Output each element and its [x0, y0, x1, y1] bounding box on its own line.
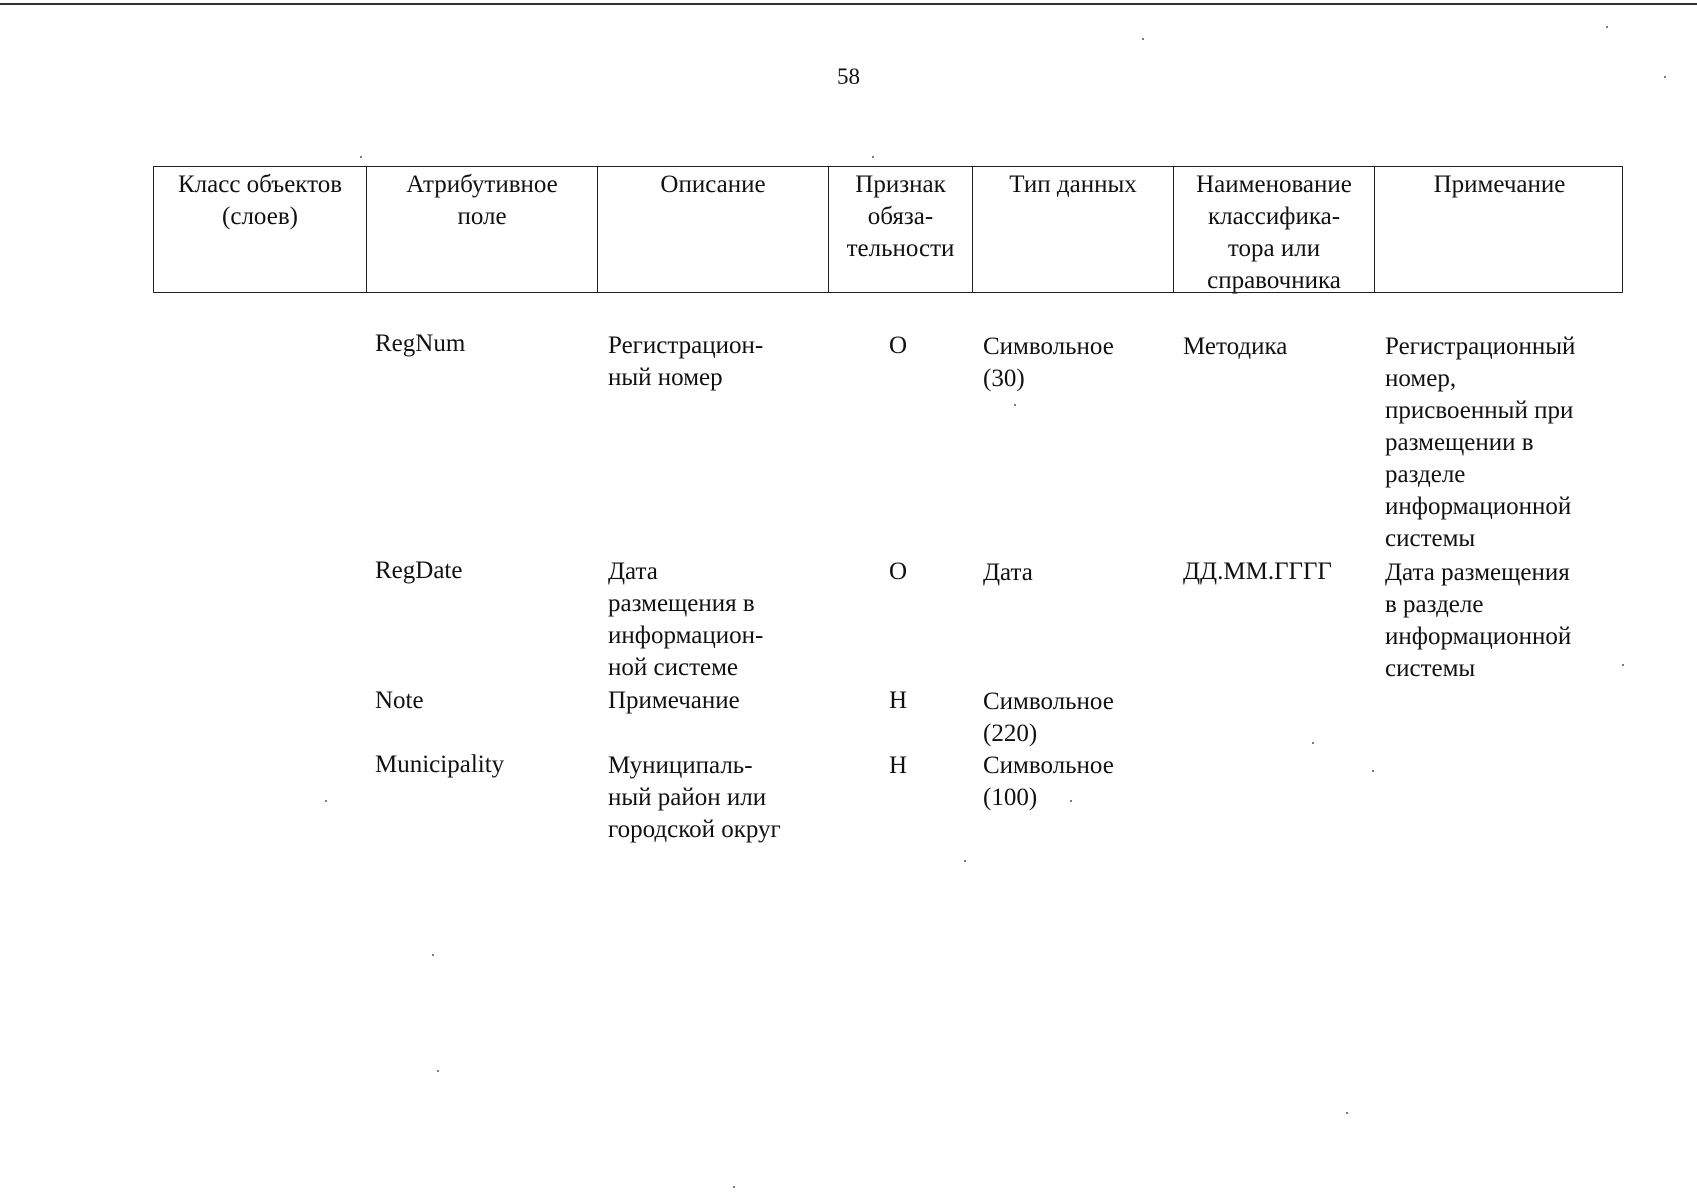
header-text: тора или	[1227, 235, 1321, 262]
header-text: классифика-	[1207, 203, 1341, 230]
header-col-classifier	[1174, 167, 1375, 292]
scan-speck	[1312, 742, 1314, 744]
scan-speck	[1622, 664, 1624, 666]
type-line: Символьное	[983, 688, 1114, 715]
scan-speck	[360, 156, 362, 158]
scan-speck	[1372, 770, 1374, 772]
header-text: Описание	[660, 171, 766, 198]
description-line: ной системе	[608, 654, 739, 681]
header-text: Признак	[855, 171, 946, 198]
row-regdate-type	[983, 557, 1033, 589]
top-border-line	[0, 3, 1697, 5]
type-line: (100)	[983, 784, 1038, 811]
description-line: ный номер	[608, 364, 723, 391]
header-col-description	[598, 167, 829, 292]
header-col-type	[973, 167, 1174, 292]
note-line: информационной	[1385, 623, 1572, 650]
header-text: обяза-	[867, 203, 934, 230]
required-flag: О	[888, 558, 908, 585]
row-municipality-field	[375, 749, 504, 781]
row-regnum-note	[1385, 331, 1575, 555]
row-note-required	[868, 685, 928, 717]
header-col-required	[829, 167, 973, 292]
note-line: системы	[1385, 655, 1476, 682]
note-line: системы	[1385, 525, 1476, 552]
scan-speck	[437, 1070, 439, 1072]
scan-speck	[1346, 1112, 1348, 1114]
description-line: информацион-	[608, 622, 764, 649]
note-line: информационной	[1385, 493, 1572, 520]
note-line: в разделе	[1385, 591, 1484, 618]
header-text: Наименование	[1196, 171, 1352, 198]
scan-speck	[872, 156, 874, 158]
header-text: Класс объектов	[177, 171, 343, 198]
type-line: (30)	[983, 365, 1025, 392]
scan-speck	[432, 954, 434, 956]
header-text: тельности	[846, 235, 955, 262]
row-note-type	[983, 686, 1114, 750]
row-municipality-type	[983, 750, 1114, 814]
header-col-note	[1375, 167, 1624, 292]
description-line: Регистрацион-	[608, 332, 764, 359]
scan-speck	[325, 800, 327, 802]
classifier-line: ДД.ММ.ГГГГ	[1183, 558, 1332, 585]
scan-speck	[1606, 26, 1608, 28]
scan-speck	[1070, 800, 1072, 802]
row-regdate-description	[608, 556, 763, 684]
row-note-field	[375, 685, 424, 717]
row-regnum-field	[375, 328, 465, 360]
row-regnum-description	[608, 330, 763, 394]
type-line: Символьное	[983, 752, 1114, 779]
type-line: Символьное	[983, 333, 1114, 360]
scan-speck	[1664, 76, 1666, 78]
page-number: 58	[837, 64, 860, 89]
row-regdate-field	[375, 555, 462, 587]
note-line: номер,	[1385, 365, 1457, 392]
row-regnum-classifier	[1183, 331, 1287, 363]
scan-speck	[964, 860, 966, 862]
type-line: Дата	[983, 559, 1033, 586]
note-line: разделе	[1385, 461, 1466, 488]
header-text: (слоев)	[222, 203, 298, 230]
header-text: Тип данных	[1009, 171, 1137, 198]
description-line: городской округ	[608, 816, 781, 843]
required-flag: О	[888, 332, 908, 359]
field-name: RegDate	[375, 557, 463, 584]
scan-speck	[733, 1186, 735, 1188]
row-note-description	[608, 685, 740, 717]
description-line: Дата	[608, 558, 658, 585]
required-flag: Н	[888, 687, 908, 714]
classifier-line: Методика	[1183, 333, 1288, 360]
row-regdate-required	[868, 556, 928, 588]
scan-speck	[1014, 404, 1016, 406]
note-line: присвоенный при	[1385, 397, 1574, 424]
description-line: Примечание	[608, 687, 740, 714]
row-regnum-type	[983, 331, 1114, 395]
row-regdate-classifier	[1183, 556, 1332, 588]
header-text: справочника	[1207, 267, 1341, 294]
header-text: Атрибутивное	[406, 171, 558, 198]
row-municipality-required	[868, 750, 928, 782]
scan-speck	[1142, 38, 1144, 40]
required-flag: Н	[888, 752, 908, 779]
table-header	[153, 166, 1623, 293]
note-line: размещении в	[1385, 429, 1534, 456]
field-name: Municipality	[375, 751, 505, 778]
note-line: Регистрационный	[1385, 333, 1576, 360]
description-line: размещения в	[608, 590, 755, 617]
row-regdate-note	[1385, 557, 1571, 685]
header-text: поле	[457, 203, 507, 230]
type-line: (220)	[983, 720, 1038, 747]
row-municipality-description	[608, 750, 781, 846]
note-line: Дата размещения	[1385, 559, 1570, 586]
description-line: ный район или	[608, 784, 767, 811]
header-col-field	[367, 167, 598, 292]
header-col-class	[154, 167, 367, 292]
header-text: Примечание	[1433, 171, 1566, 198]
row-regnum-required	[868, 330, 928, 362]
field-name: RegNum	[375, 330, 466, 357]
description-line: Муниципаль-	[608, 752, 753, 779]
field-name: Note	[375, 687, 424, 714]
